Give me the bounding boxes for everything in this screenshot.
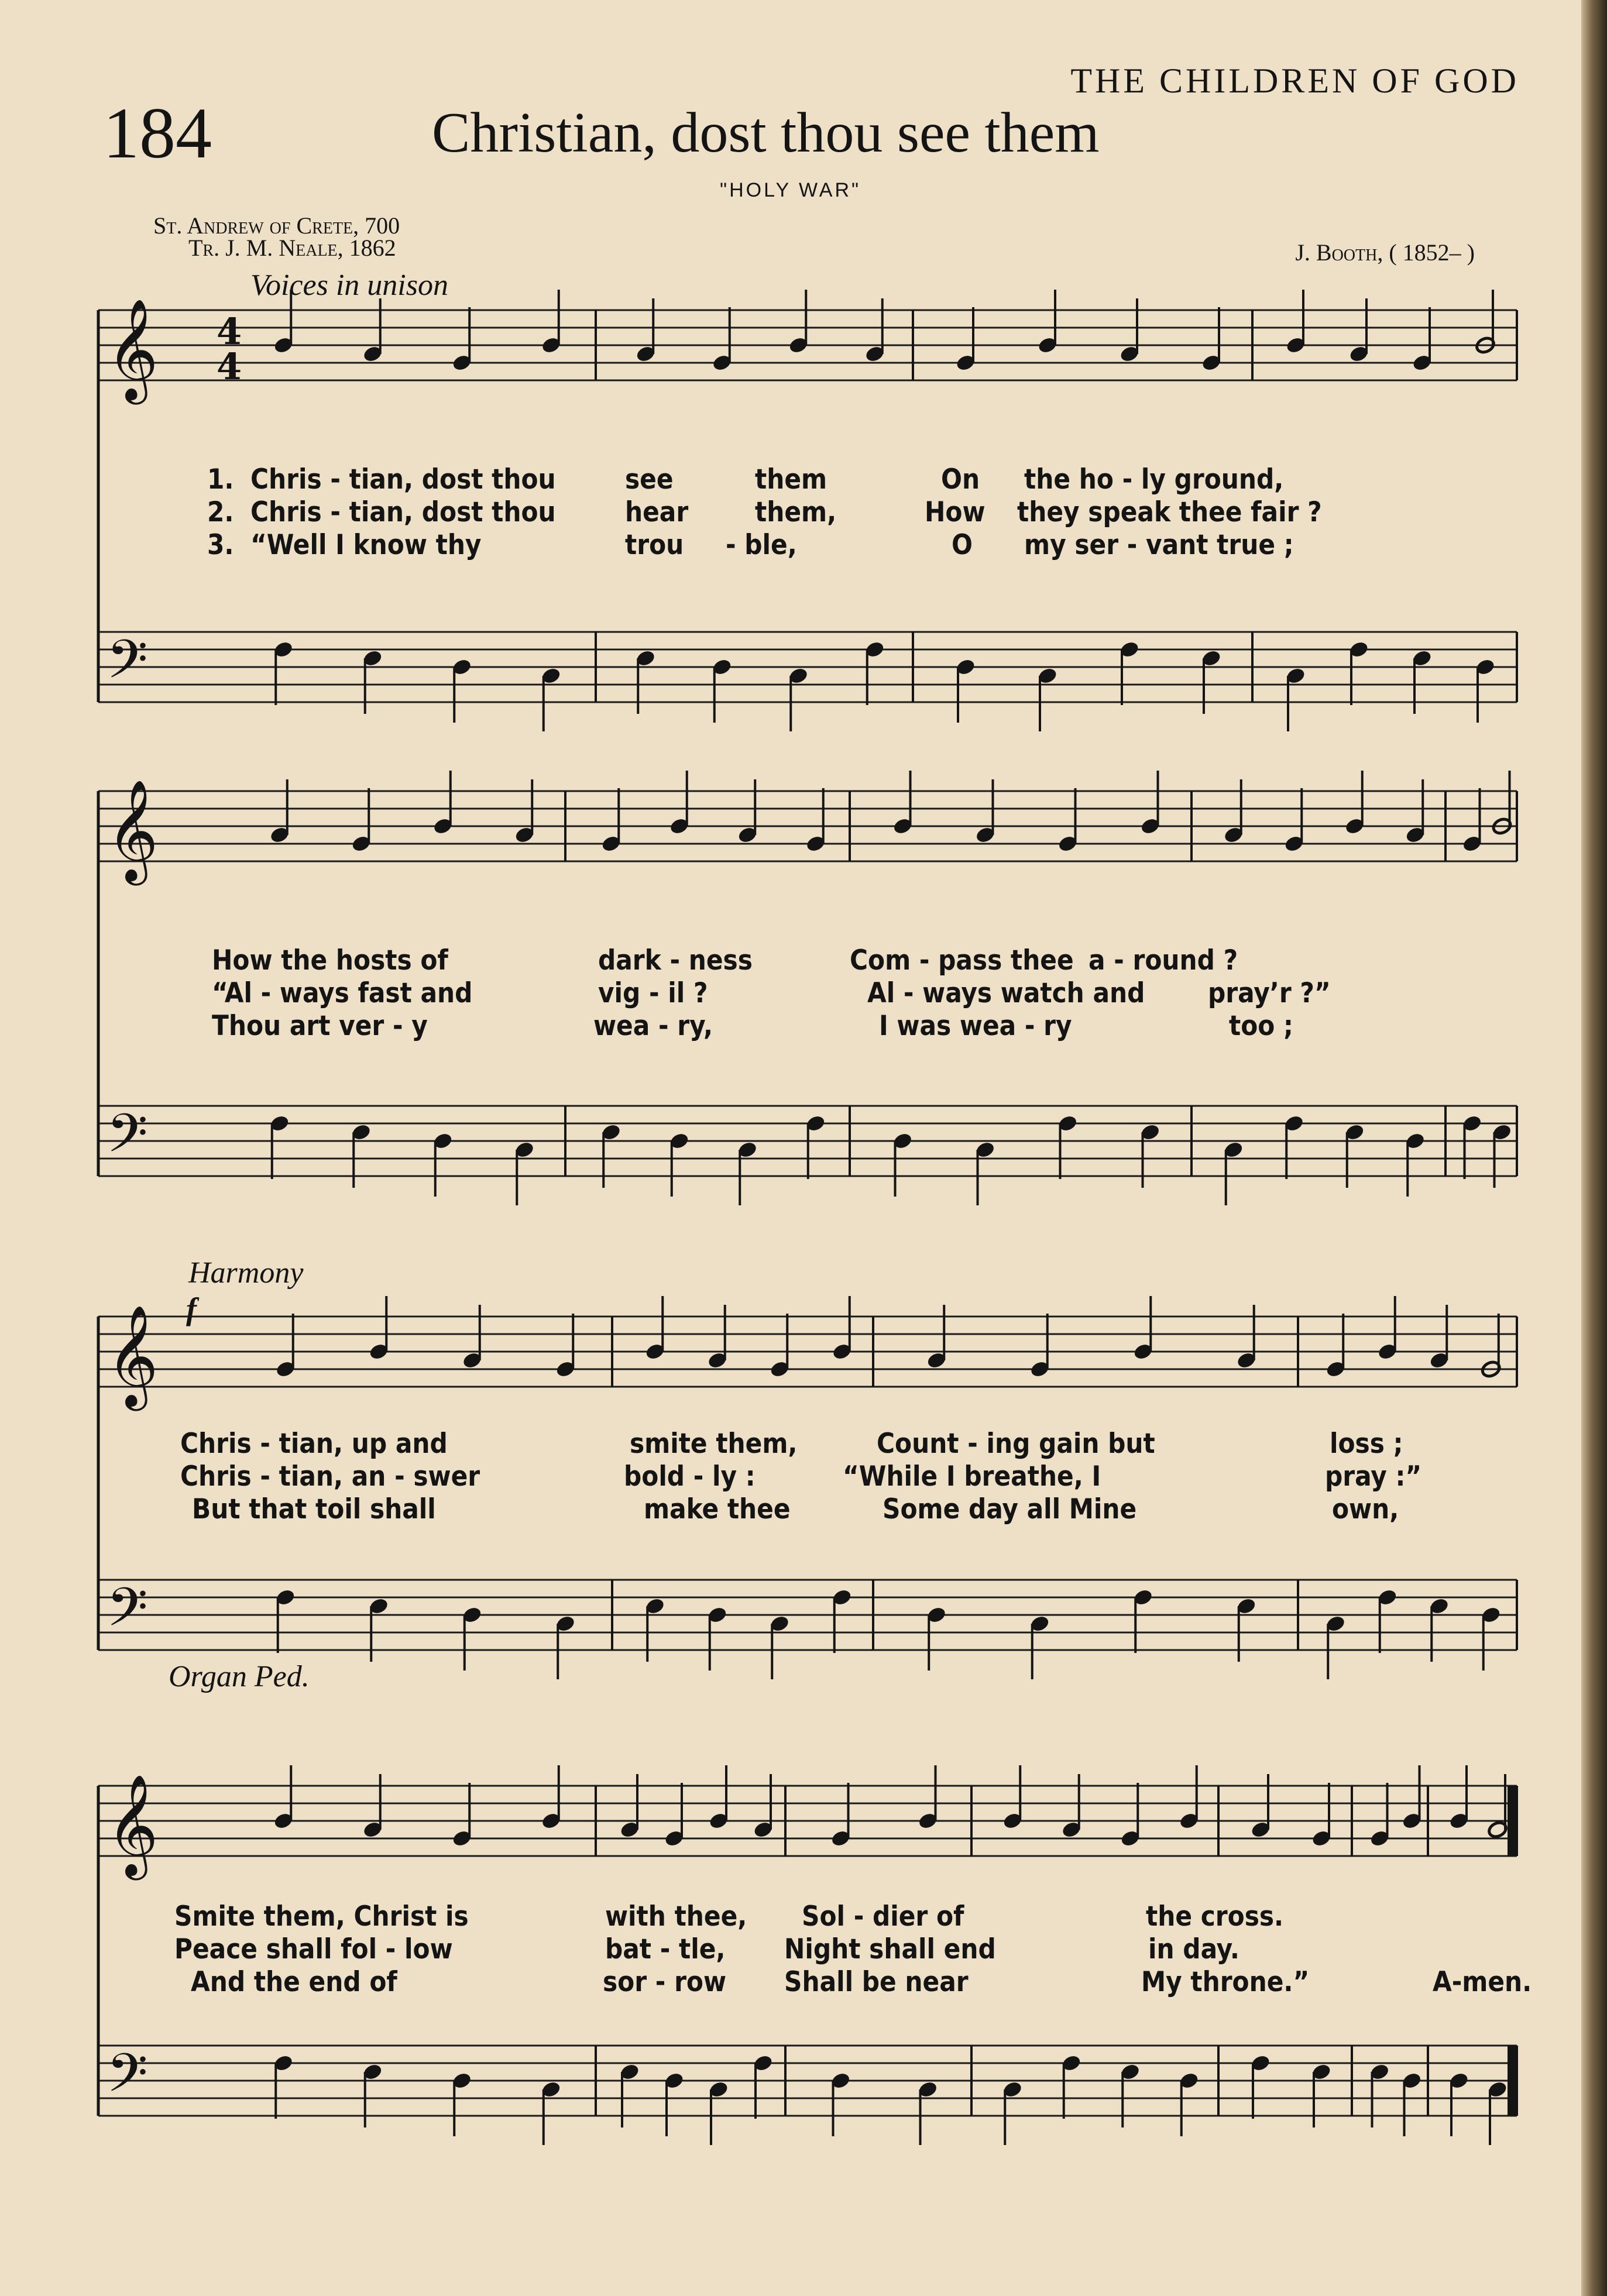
lyric: How the hosts of (212, 944, 448, 977)
dynamic-forte: f (186, 1291, 197, 1326)
lyric: sor - row (603, 1966, 727, 1998)
lyric: with thee, (605, 1900, 747, 1933)
composer: J. Booth, ( 1852– ) (1295, 239, 1475, 266)
lyric: loss ; (1330, 1428, 1403, 1460)
lyric: On (941, 463, 980, 496)
lyric: bat - tle, (605, 1933, 726, 1965)
bass-clef-icon: 𝄢 (107, 1576, 148, 1651)
lyric: Chris - tian, dost thou (250, 463, 556, 496)
lyric: How (925, 496, 986, 528)
time-signature-top: 4 (217, 310, 242, 353)
treble-clef-icon: 𝄞 (107, 298, 159, 400)
lyric: Smite them, Christ is (174, 1900, 469, 1933)
direction-harmony: Harmony (188, 1256, 304, 1290)
time-signature-bottom: 4 (217, 345, 242, 388)
lyric: “Well I know thy (250, 529, 482, 561)
hymn-number: 184 (103, 93, 212, 173)
lyric: the ho - ly ground, (1024, 463, 1284, 496)
lyric: Chris - tian, dost thou (250, 496, 556, 528)
lyric: trou (625, 529, 684, 561)
direction-organ-pedal: Organ Ped. (169, 1660, 310, 1693)
lyric: see (625, 463, 674, 496)
lyric: 2. (207, 496, 234, 528)
final-barline (1508, 1786, 1516, 1856)
lyric: - ble, (726, 529, 797, 561)
bass-clef-icon: 𝄢 (107, 2042, 148, 2117)
lyric: Thou art ver - y (212, 1010, 428, 1042)
treble-clef-icon: 𝄞 (107, 779, 159, 881)
lyric: And the end of (191, 1966, 397, 1998)
lyric: But that toil shall (192, 1493, 436, 1525)
lyric: “While I breathe, I (843, 1460, 1101, 1493)
lyric: the cross. (1146, 1900, 1284, 1933)
tune-name: "HOLY WAR" (720, 179, 861, 201)
final-barline (1508, 2046, 1516, 2116)
lyric: “Al - ways fast and (212, 977, 473, 1009)
bass-clef-icon: 𝄢 (107, 1102, 148, 1177)
lyric: 1. (207, 463, 234, 496)
lyric: bold - ly : (624, 1460, 756, 1493)
lyric: own, (1332, 1493, 1399, 1525)
lyric: Peace shall fol - low (174, 1933, 453, 1965)
lyric: Night shall end (784, 1933, 996, 1965)
lyric: Al - ways watch and (867, 977, 1145, 1009)
lyric: a - round ? (1088, 944, 1238, 977)
author-line-2: Tr. J. M. Neale, 1862 (188, 235, 396, 261)
treble-clef-icon: 𝄞 (107, 1305, 159, 1407)
direction-voices-in-unison: Voices in unison (250, 269, 448, 302)
lyric: Count - ing gain but (877, 1428, 1155, 1460)
lyric: they speak thee fair ? (1017, 496, 1322, 528)
lyric: hear (625, 496, 689, 528)
lyric: vig - il ? (598, 977, 708, 1009)
lyric: 3. (207, 529, 234, 561)
amen: A-men. (1433, 1966, 1532, 1998)
lyric: wea - ry, (593, 1010, 713, 1042)
bass-clef-icon: 𝄢 (107, 628, 148, 703)
lyric: too ; (1229, 1010, 1293, 1042)
lyric: My throne.” (1141, 1966, 1310, 1998)
lyric: Sol - dier of (802, 1900, 964, 1933)
lyric: in day. (1148, 1933, 1239, 1965)
section-title: THE CHILDREN OF GOD (1070, 61, 1519, 100)
lyric: make thee (644, 1493, 791, 1525)
hymn-title: Christian, dost thou see them (432, 101, 1100, 164)
lyric: Chris - tian, an - swer (180, 1460, 480, 1493)
lyric: pray’r ?” (1208, 977, 1331, 1009)
lyric: Some day all Mine (883, 1493, 1137, 1525)
lyric: O (952, 529, 973, 561)
lyric: smite them, (630, 1428, 798, 1460)
lyric: Com - pass thee (850, 944, 1074, 977)
lyric: dark - ness (598, 944, 753, 977)
author-line-1: St. Andrew of Crete, 700 (153, 212, 400, 239)
treble-clef-icon: 𝄞 (107, 1774, 159, 1876)
lyric: them (755, 463, 827, 496)
lyric: Chris - tian, up and (180, 1428, 448, 1460)
lyric: my ser - vant true ; (1024, 529, 1294, 561)
lyric: Shall be near (784, 1966, 969, 1998)
lyric: them, (755, 496, 837, 528)
lyric: I was wea - ry (879, 1010, 1072, 1042)
lyric: pray :” (1325, 1460, 1422, 1493)
